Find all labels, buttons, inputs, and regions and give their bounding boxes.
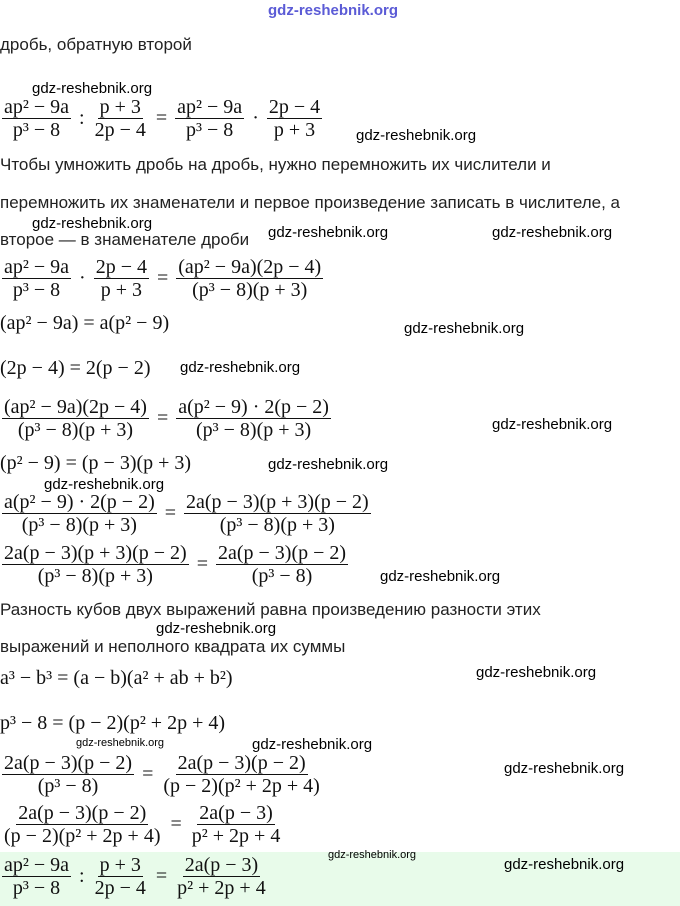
text-line: дробь, обратную второй bbox=[0, 35, 192, 54]
watermark: gdz-reshebnik.org bbox=[492, 224, 613, 241]
watermark: gdz-reshebnik.org bbox=[156, 620, 277, 637]
final-equation: $\frac{\text{ap² − 9a}}{\text{p³ − 8}}$ : $\frac{p + 3}{2p - 4}$ = $\frac{2a(p - 3)}{\text{p² + 2p + 4}}$ bbox=[4, 854, 266, 899]
equation-2: $\frac{\text{ap² − 9a}}{\text{p³ − 8}}$ · $\frac{2p - 4}{p + 3}$ = $\frac{\text{(ap² − 9a)(2p − 4)}}{\text{(p³ − 8)(p + 3)}}$ bbox=[4, 256, 322, 301]
watermark: gdz-reshebnik.org bbox=[356, 127, 477, 144]
watermark: gdz-reshebnik.org bbox=[268, 456, 389, 473]
watermark: gdz-reshebnik.org bbox=[476, 664, 597, 681]
equation-7: $\frac{\text{a(p² − 9) · 2(p − 2)}}{\text{(p³ − 8)(p + 3)}}$ = $\frac{2a(p - 3)(p + 3)(p - 2)}{\text{(p³ − 8)(p + 3)}}$ bbox=[4, 491, 369, 536]
watermark: gdz-reshebnik.org bbox=[252, 736, 373, 753]
equation-3: (ap² − 9a) = a(p² − 9) bbox=[0, 312, 170, 334]
equation-10: p³ − 8 = (p − 2)(p² + 2p + 4) bbox=[0, 712, 226, 734]
equation-1: $\frac{\text{ap² − 9a}}{\text{p³ − 8}}$ : $\frac{p + 3}{2p - 4}$ = $\frac{\text{ap² − 9a}}{\text{p³ − 8}}$ · $\frac{2p - 4}{p + 3}$ bbox=[4, 96, 321, 141]
equation-6: (p² − 9) = (p − 3)(p + 3) bbox=[0, 452, 192, 474]
watermark: gdz-reshebnik.org bbox=[180, 359, 301, 376]
equation-8: $\frac{2a(p - 3)(p + 3)(p - 2)}{\text{(p³ − 8)(p + 3)}}$ = $\frac{2a(p - 3)(p - 2)}{\text{(p³ − 8)}}$ bbox=[4, 542, 347, 587]
text-line: Чтобы умножить дробь на дробь, нужно перемножить их числители и bbox=[0, 155, 551, 174]
text-line: перемножить их знаменатели и первое произведение записать в числителе, а bbox=[0, 193, 620, 212]
watermark: gdz-reshebnik.org bbox=[504, 760, 625, 777]
equation-5: $\frac{\text{(ap² − 9a)(2p − 4)}}{\text{(p³ − 8)(p + 3)}}$ = $\frac{\text{a(p² − 9) · 2(p − 2)}}{\text{(p³ − 8)(p + 3)}}$ bbox=[4, 396, 329, 441]
watermark: gdz-reshebnik.org bbox=[328, 849, 417, 861]
watermark: gdz-reshebnik.org bbox=[44, 476, 165, 493]
equation-4: (2p − 4) = 2(p − 2) bbox=[0, 357, 151, 379]
watermark: gdz-reshebnik.org bbox=[404, 320, 525, 337]
equation-11: $\frac{2a(p - 3)(p - 2)}{\text{(p³ − 8)}}$ = $\frac{2a(p - 3)(p - 2)}{\text{(p − 2)(p² + 2p + 4)}}$ bbox=[4, 752, 320, 797]
watermark: gdz-reshebnik.org bbox=[32, 215, 153, 232]
watermark: gdz-reshebnik.org bbox=[492, 416, 613, 433]
text-line: второе — в знаменателе дроби bbox=[0, 230, 250, 249]
watermark: gdz-reshebnik.org bbox=[76, 737, 165, 749]
watermark: gdz-reshebnik.org bbox=[504, 856, 625, 873]
watermark: gdz-reshebnik.org bbox=[380, 568, 501, 585]
equation-9: a³ − b³ = (a − b)(a² + ab + b²) bbox=[0, 667, 233, 689]
equation-12: $\frac{2a(p - 3)(p - 2)}{\text{(p − 2)(p² + 2p + 4)}}$ = $\frac{2a(p - 3)}{\text{p² + 2p + 4}}$ bbox=[4, 802, 281, 847]
watermark: gdz-reshebnik.org bbox=[32, 80, 153, 97]
text-line: выражений и неполного квадрата их суммы bbox=[0, 637, 346, 656]
watermark: gdz-reshebnik.org bbox=[268, 2, 399, 19]
text-line: Разность кубов двух выражений равна произведению разности этих bbox=[0, 600, 541, 619]
watermark: gdz-reshebnik.org bbox=[268, 224, 389, 241]
